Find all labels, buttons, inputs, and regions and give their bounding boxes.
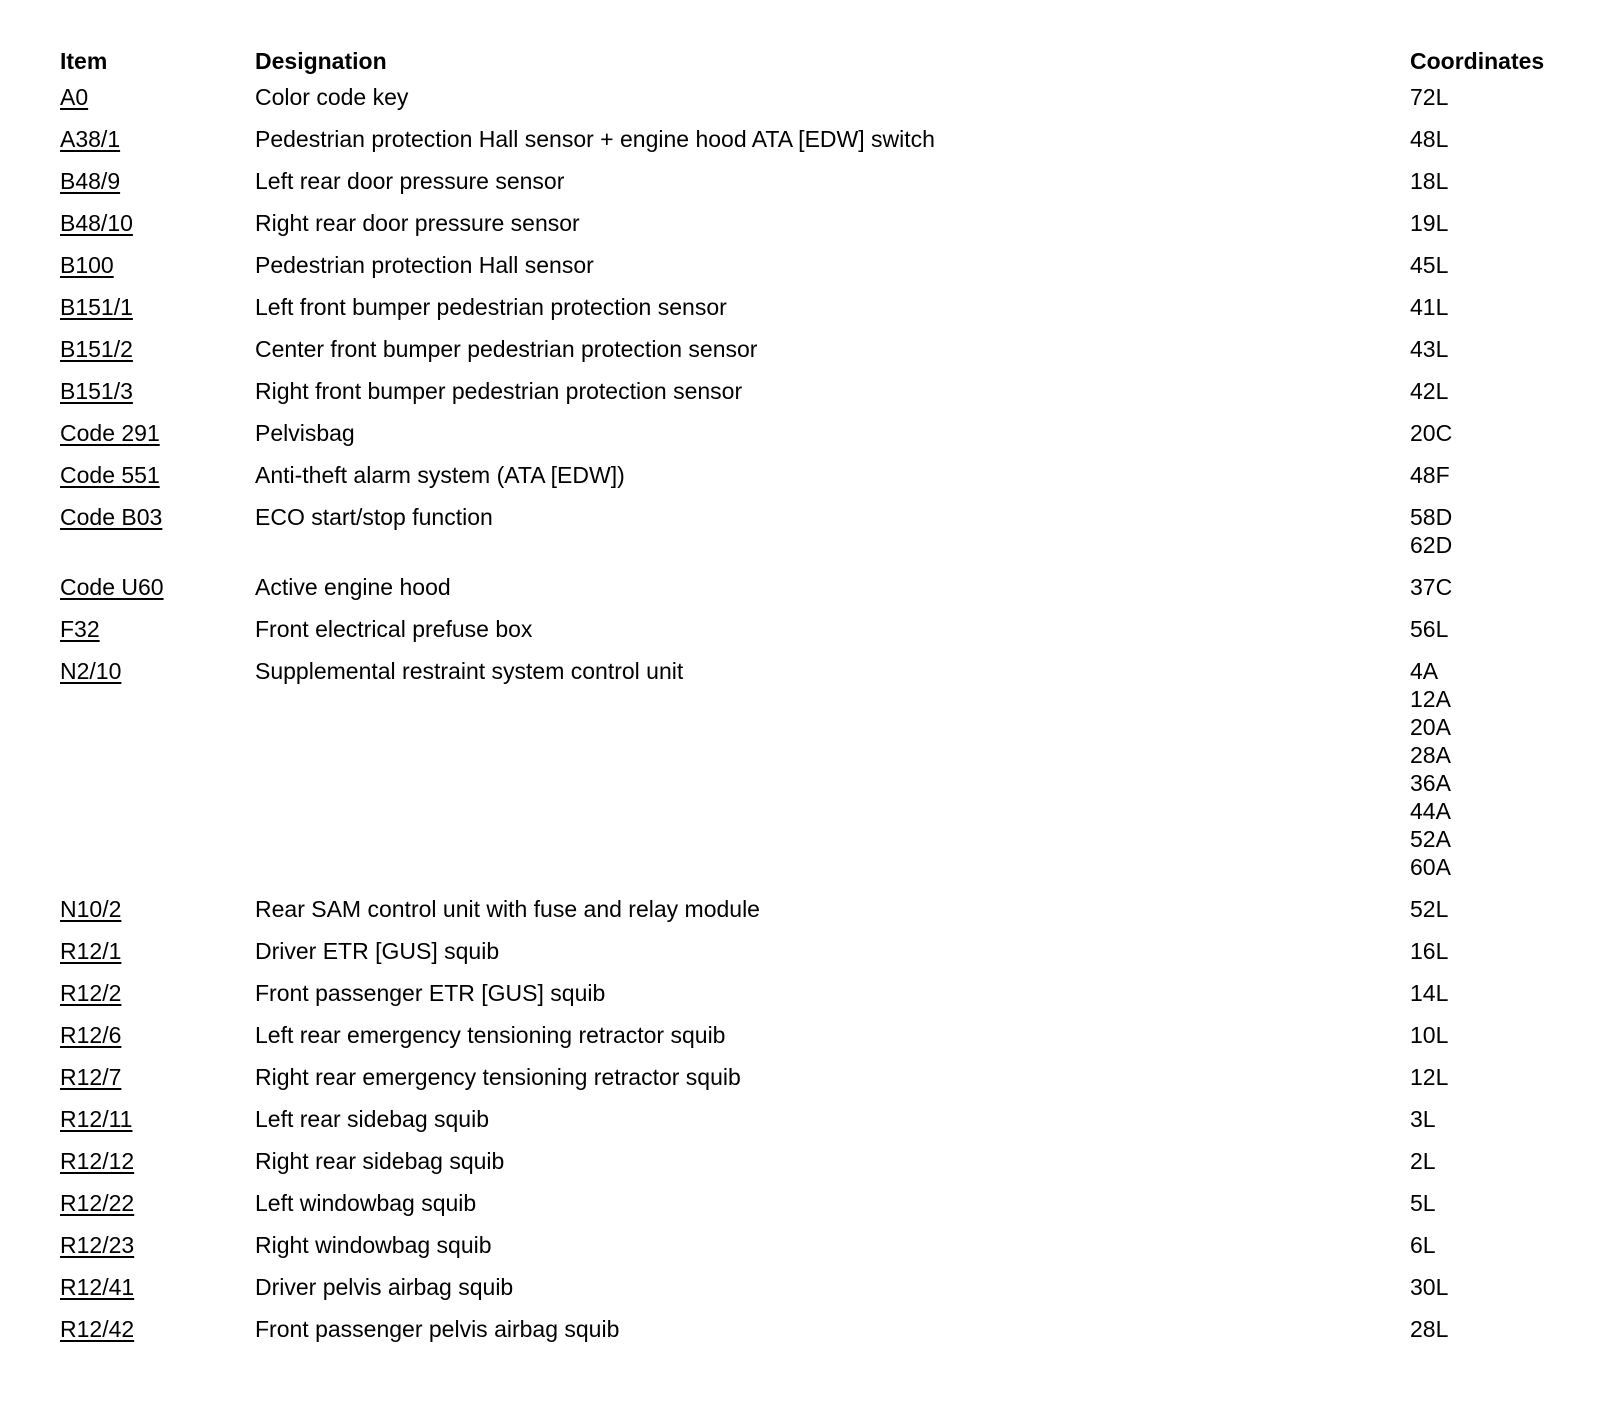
item-cell bbox=[54, 1315, 249, 1357]
item-cell bbox=[54, 335, 249, 377]
header-row bbox=[54, 41, 1574, 83]
table-row bbox=[54, 979, 1574, 1021]
table-row bbox=[54, 1105, 1574, 1147]
item-link[interactable]: N2/10 bbox=[60, 658, 122, 684]
coordinates-cell bbox=[1404, 1189, 1574, 1231]
designation-cell: Right front bumper pedestrian protection sensor bbox=[255, 378, 743, 404]
table-row bbox=[54, 167, 1574, 209]
item-link[interactable]: B48/9 bbox=[60, 168, 121, 194]
item-link[interactable]: B100 bbox=[60, 252, 114, 278]
coordinate-value: 14L bbox=[1410, 980, 1449, 1006]
coordinate-value: 72L bbox=[1410, 84, 1449, 110]
table-row bbox=[54, 1273, 1574, 1315]
coordinates-cell bbox=[1404, 335, 1574, 377]
designation-cell: Pedestrian protection Hall sensor + engine hood ATA [EDW] switch bbox=[255, 126, 935, 152]
coordinate-value: 30L bbox=[1410, 1274, 1449, 1300]
coordinates-cell bbox=[1404, 209, 1574, 251]
designation-column-header: Designation bbox=[255, 48, 387, 74]
item-cell bbox=[54, 573, 249, 615]
table-row bbox=[54, 1147, 1574, 1189]
table-row bbox=[54, 937, 1574, 979]
coordinates-cell bbox=[1404, 1105, 1574, 1147]
item-cell bbox=[54, 377, 249, 419]
designation-cell: Rear SAM control unit with fuse and relay module bbox=[255, 896, 760, 922]
item-link[interactable]: B151/2 bbox=[60, 336, 133, 362]
item-cell bbox=[54, 1231, 249, 1273]
item-cell bbox=[54, 419, 249, 461]
designation-cell: Supplemental restraint system control unit bbox=[255, 658, 684, 684]
item-cell bbox=[54, 657, 249, 895]
item-cell bbox=[54, 167, 249, 209]
coordinates-cell bbox=[1404, 573, 1574, 615]
item-link[interactable]: Code 291 bbox=[60, 420, 160, 446]
item-cell bbox=[54, 895, 249, 937]
item-link[interactable]: Code U60 bbox=[60, 574, 164, 600]
designation-cell: Front passenger ETR [GUS] squib bbox=[255, 980, 606, 1006]
coordinate-value: 28L bbox=[1410, 1316, 1449, 1342]
designation-cell: Left windowbag squib bbox=[255, 1190, 477, 1216]
item-link[interactable]: R12/41 bbox=[60, 1274, 135, 1300]
coordinates-cell bbox=[1404, 979, 1574, 1021]
designation-cell: Driver pelvis airbag squib bbox=[255, 1274, 514, 1300]
designation-cell: Driver ETR [GUS] squib bbox=[255, 938, 500, 964]
coordinates-cell bbox=[1404, 377, 1574, 419]
coordinates-cell bbox=[1404, 419, 1574, 461]
coordinates-cell bbox=[1404, 251, 1574, 293]
item-link[interactable]: R12/23 bbox=[60, 1232, 135, 1258]
coordinate-value: 2L bbox=[1410, 1148, 1436, 1174]
designation-cell: Left rear emergency tensioning retractor squib bbox=[255, 1022, 726, 1048]
coordinate-value: 52L bbox=[1410, 896, 1449, 922]
coordinates-cell bbox=[1404, 615, 1574, 657]
table-row bbox=[54, 461, 1574, 503]
coordinate-value: 12L bbox=[1410, 1064, 1449, 1090]
item-cell bbox=[54, 125, 249, 167]
table-row bbox=[54, 293, 1574, 335]
table-row bbox=[54, 377, 1574, 419]
coordinates-cell bbox=[1404, 1231, 1574, 1273]
coordinate-value: 60A bbox=[1410, 854, 1451, 880]
table-row bbox=[54, 573, 1574, 615]
designation-cell: Right rear door pressure sensor bbox=[255, 210, 580, 236]
item-link[interactable]: R12/42 bbox=[60, 1316, 135, 1342]
item-link[interactable]: Code 551 bbox=[60, 462, 160, 488]
item-cell bbox=[54, 1147, 249, 1189]
coordinate-value: 19L bbox=[1410, 210, 1449, 236]
item-column-header: Item bbox=[60, 48, 108, 74]
table-row bbox=[54, 503, 1574, 573]
table-row bbox=[54, 209, 1574, 251]
table-body bbox=[54, 83, 1574, 1357]
table-row bbox=[54, 419, 1574, 461]
coordinates-cell bbox=[1404, 1063, 1574, 1105]
coordinates-cell bbox=[1404, 1147, 1574, 1189]
item-link[interactable]: R12/22 bbox=[60, 1190, 135, 1216]
coordinate-value: 41L bbox=[1410, 294, 1449, 320]
coordinate-value: 18L bbox=[1410, 168, 1449, 194]
item-link[interactable]: F32 bbox=[60, 616, 100, 642]
designation-cell: Right rear emergency tensioning retractor squib bbox=[255, 1064, 741, 1090]
item-link[interactable]: B151/1 bbox=[60, 294, 133, 320]
coordinate-value: 48L bbox=[1410, 126, 1449, 152]
table-row bbox=[54, 657, 1574, 895]
item-link[interactable]: A38/1 bbox=[60, 126, 121, 152]
item-cell bbox=[54, 615, 249, 657]
item-cell bbox=[54, 937, 249, 979]
table-row bbox=[54, 83, 1574, 125]
designation-cell: Front electrical prefuse box bbox=[255, 616, 533, 642]
coordinates-cell bbox=[1404, 895, 1574, 937]
item-cell bbox=[54, 1273, 249, 1315]
designation-cell: Anti-theft alarm system (ATA [EDW]) bbox=[255, 462, 625, 488]
coordinate-value: 20C bbox=[1410, 420, 1453, 446]
coordinate-value: 42L bbox=[1410, 378, 1449, 404]
coordinate-value: 10L bbox=[1410, 1022, 1449, 1048]
table-row bbox=[54, 1063, 1574, 1105]
coordinate-value: 6L bbox=[1410, 1232, 1436, 1258]
coordinates-cell bbox=[1404, 293, 1574, 335]
item-link[interactable]: Code B03 bbox=[60, 504, 163, 530]
designation-cell: Left rear door pressure sensor bbox=[255, 168, 565, 194]
coordinate-value: 20A bbox=[1410, 714, 1451, 740]
coordinates-cell bbox=[1404, 125, 1574, 167]
coordinates-cell bbox=[1404, 937, 1574, 979]
item-cell bbox=[54, 209, 249, 251]
table-row bbox=[54, 895, 1574, 937]
coordinate-value: 45L bbox=[1410, 252, 1449, 278]
item-cell bbox=[54, 461, 249, 503]
item-link[interactable]: R12/1 bbox=[60, 938, 122, 964]
coordinate-value: 5L bbox=[1410, 1190, 1436, 1216]
table-row bbox=[54, 251, 1574, 293]
component-legend-table bbox=[54, 41, 1574, 1357]
item-link[interactable]: R12/2 bbox=[60, 980, 122, 1006]
designation-cell: Left front bumper pedestrian protection sensor bbox=[255, 294, 727, 320]
coordinate-value: 28A bbox=[1410, 742, 1451, 768]
item-link[interactable]: R12/7 bbox=[60, 1064, 122, 1090]
designation-cell: Left rear sidebag squib bbox=[255, 1106, 489, 1132]
designation-cell: ECO start/stop function bbox=[255, 504, 493, 530]
designation-cell: Pelvisbag bbox=[255, 420, 355, 446]
coordinate-value: 44A bbox=[1410, 798, 1451, 824]
designation-cell: Active engine hood bbox=[255, 574, 451, 600]
coordinates-cell bbox=[1404, 1315, 1574, 1357]
coordinates-cell bbox=[1404, 461, 1574, 503]
item-link[interactable]: B48/10 bbox=[60, 210, 133, 236]
item-cell bbox=[54, 251, 249, 293]
designation-cell: Right windowbag squib bbox=[255, 1232, 492, 1258]
coordinates-cell bbox=[1404, 1021, 1574, 1063]
coordinate-value: 16L bbox=[1410, 938, 1449, 964]
designation-cell: Pedestrian protection Hall sensor bbox=[255, 252, 594, 278]
item-cell bbox=[54, 293, 249, 335]
item-cell bbox=[54, 503, 249, 573]
coordinates-cell bbox=[1404, 1273, 1574, 1315]
item-link[interactable]: R12/12 bbox=[60, 1148, 135, 1174]
table-row bbox=[54, 1189, 1574, 1231]
table-row bbox=[54, 335, 1574, 377]
coordinates-cell bbox=[1404, 83, 1574, 125]
item-cell bbox=[54, 1189, 249, 1231]
item-cell bbox=[54, 1063, 249, 1105]
item-link[interactable]: N10/2 bbox=[60, 896, 122, 922]
coordinates-cell bbox=[1404, 167, 1574, 209]
coordinate-value: 37C bbox=[1410, 574, 1453, 600]
coordinate-value: 48F bbox=[1410, 462, 1450, 488]
item-link[interactable]: A0 bbox=[60, 84, 89, 110]
coordinate-value: 4A bbox=[1410, 658, 1439, 684]
item-link[interactable]: R12/6 bbox=[60, 1022, 122, 1048]
designation-cell: Color code key bbox=[255, 84, 409, 110]
item-cell bbox=[54, 1021, 249, 1063]
item-link[interactable]: B151/3 bbox=[60, 378, 133, 404]
designation-cell: Center front bumper pedestrian protection sensor bbox=[255, 336, 758, 362]
table-header bbox=[54, 41, 1574, 83]
table-row bbox=[54, 1021, 1574, 1063]
item-cell bbox=[54, 1105, 249, 1147]
coordinate-value: 58D bbox=[1410, 504, 1453, 530]
designation-cell: Right rear sidebag squib bbox=[255, 1148, 505, 1174]
designation-cell: Front passenger pelvis airbag squib bbox=[255, 1316, 620, 1342]
coordinates-cell bbox=[1404, 503, 1574, 573]
coordinate-value: 43L bbox=[1410, 336, 1449, 362]
item-cell bbox=[54, 83, 249, 125]
coordinate-value: 56L bbox=[1410, 616, 1449, 642]
coordinate-value: 36A bbox=[1410, 770, 1451, 796]
coordinate-value: 3L bbox=[1410, 1106, 1436, 1132]
coordinates-cell bbox=[1404, 657, 1574, 895]
table-row bbox=[54, 1315, 1574, 1357]
item-link[interactable]: R12/11 bbox=[60, 1106, 133, 1132]
coordinate-value: 12A bbox=[1410, 686, 1451, 712]
coordinate-value: 52A bbox=[1410, 826, 1451, 852]
coordinates-column-header: Coordinates bbox=[1410, 48, 1545, 74]
coordinate-value: 62D bbox=[1410, 532, 1453, 558]
table-row bbox=[54, 615, 1574, 657]
item-cell bbox=[54, 979, 249, 1021]
table-row bbox=[54, 125, 1574, 167]
table-row bbox=[54, 1231, 1574, 1273]
